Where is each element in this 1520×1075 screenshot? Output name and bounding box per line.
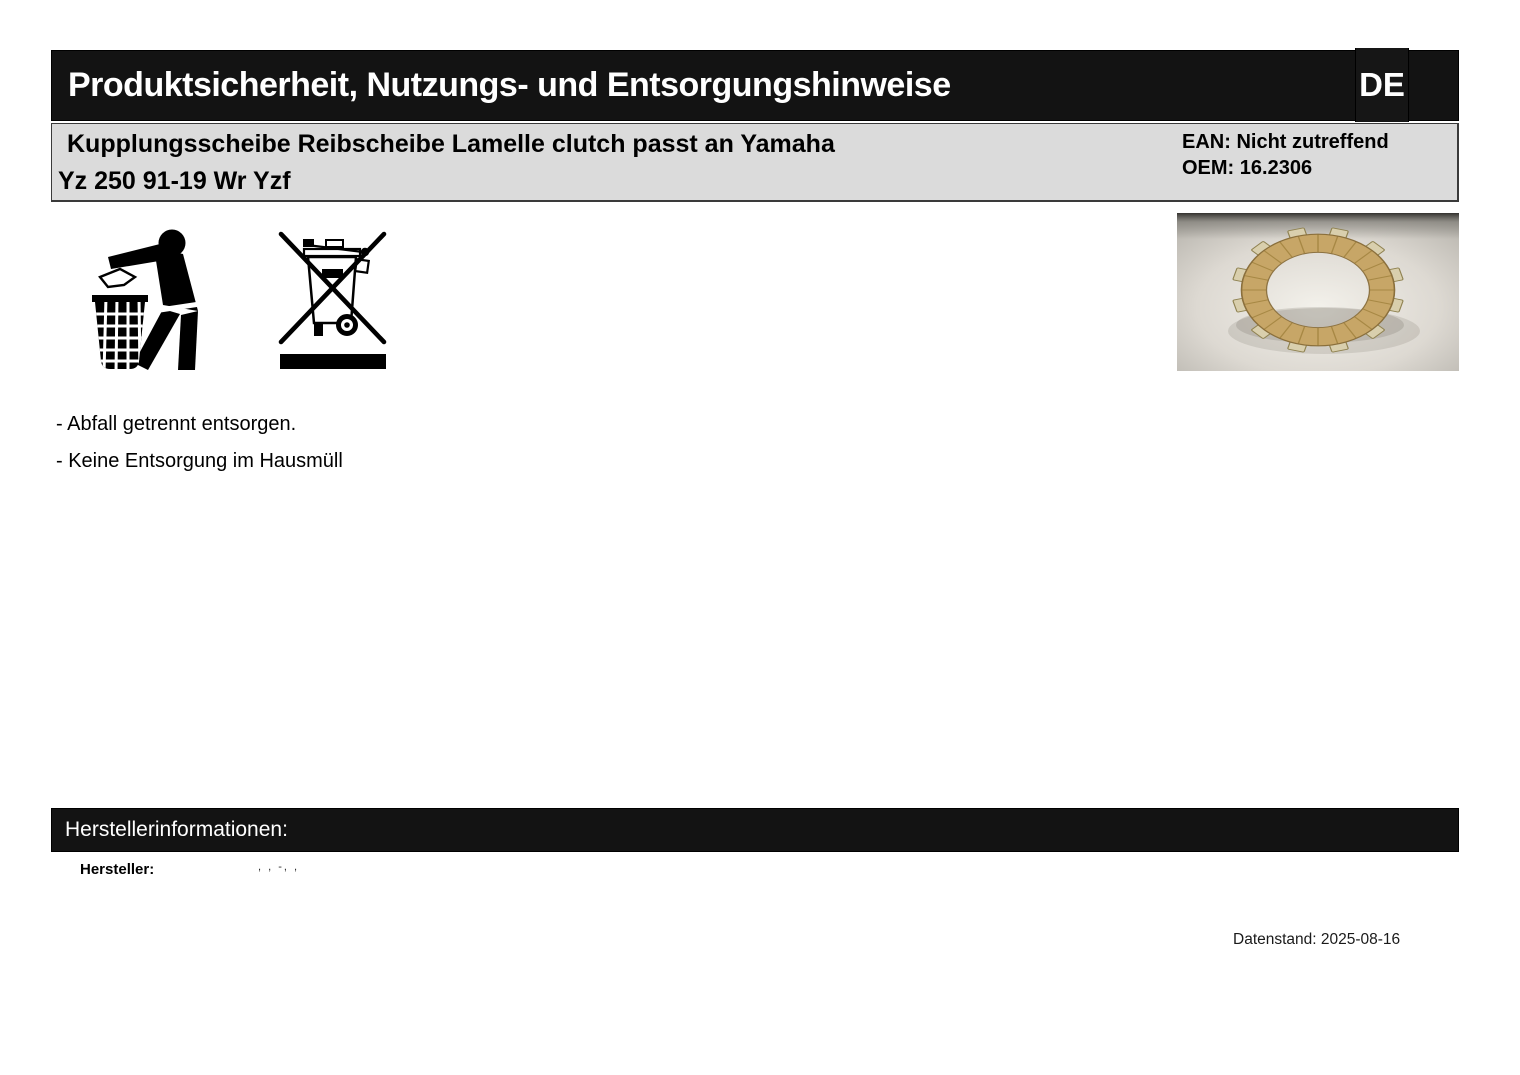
- manufacturer-heading: Herstellerinformationen:: [65, 818, 288, 841]
- tidyman-icon: [90, 227, 204, 373]
- product-title-line2: Yz 250 91-19 Wr Yzf: [58, 167, 291, 195]
- oem-value: OEM: 16.2306: [1182, 157, 1313, 179]
- datenstand-text: Datenstand: 2025-08-16: [1233, 931, 1401, 948]
- manufacturer-value: , , -, ,: [258, 861, 300, 873]
- product-info-bar: [51, 123, 1459, 202]
- language-badge: DE: [1355, 48, 1409, 122]
- manufacturer-bar: [51, 808, 1459, 852]
- disposal-note: - Keine Entsorgung im Hausmüll: [56, 450, 343, 472]
- disposal-note: - Abfall getrennt entsorgen.: [56, 413, 297, 435]
- page-title: Produktsicherheit, Nutzungs- und Entsorgungshinweise: [68, 66, 951, 104]
- weee-crossed-bin-icon: [277, 230, 389, 372]
- header-bar: [51, 50, 1459, 121]
- product-photo: [1177, 213, 1459, 371]
- product-title-line1: Kupplungsscheibe Reibscheibe Lamelle clutch passt an Yamaha: [67, 130, 835, 158]
- manufacturer-label: Hersteller:: [80, 861, 155, 878]
- ean-oem-block: [1182, 129, 1389, 181]
- ean-value: EAN: Nicht zutreffend: [1182, 131, 1389, 153]
